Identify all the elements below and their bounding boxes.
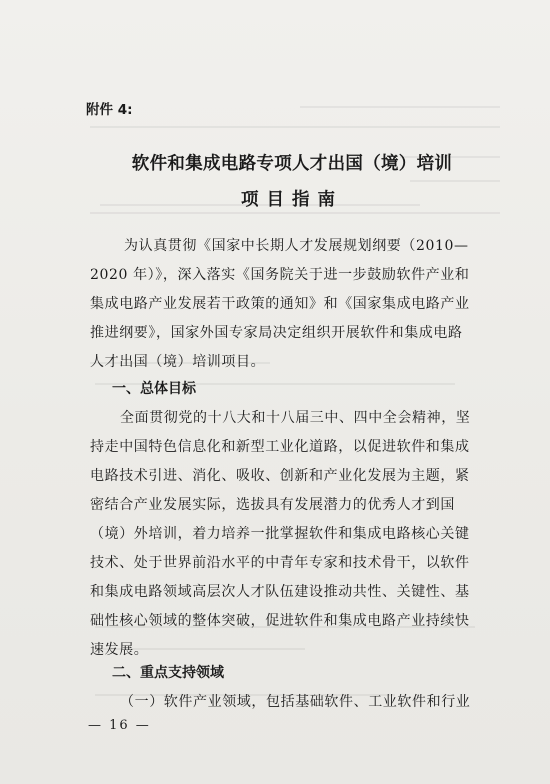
goals-line-1: 全面贯彻党的十八大和十八届三中、四中全会精神，坚 <box>120 410 471 426</box>
goals-line-2: 持走中国特色信息化和新型工业化道路，以促进软件和集成 <box>90 439 470 455</box>
goals-line-8: 础性核心领域的整体突破，促进软件和集成电路产业持续快 <box>90 613 470 629</box>
goals-line-4: 密结合产业发展实际，选拔具有发展潜力的优秀人才到国 <box>90 497 455 513</box>
document-title-line-1: 软件和集成电路专项人才出国（境）培训 <box>131 154 453 174</box>
section-heading-goals: 一、总体目标 <box>112 381 196 397</box>
focus-areas-line-1: （一）软件产业领域，包括基础软件、工业软件和行业 <box>120 694 471 710</box>
goals-line-3: 电路技术引进、消化、吸收、创新和产业化发展为主题，紧 <box>90 468 470 484</box>
intro-line-5: 人才出国（境）培训项目。 <box>90 354 266 370</box>
intro-line-3: 集成电路产业发展若干政策的通知》和《国家集成电路产业 <box>90 296 470 312</box>
goals-line-7: 和集成电路领域高层次人才队伍建设推动共性、关键性、基 <box>90 584 470 600</box>
goals-line-6: 技术、处于世界前沿水平的中青年专家和技术骨干，以软件 <box>90 555 470 571</box>
intro-line-1: 为认真贯彻《国家中长期人才发展规划纲要（2010— <box>124 238 469 254</box>
document-title-line-2: 项目指南 <box>241 190 343 210</box>
section-heading-focus-areas: 二、重点支持领域 <box>112 665 224 681</box>
intro-line-4: 推进纲要》，国家外国专家局决定组织开展软件和集成电路 <box>90 325 463 341</box>
goals-line-9: 速发展。 <box>90 642 149 658</box>
goals-line-5: （境）外培训，着力培养一批掌握软件和集成电路核心关键 <box>90 526 470 542</box>
page-number: — 16 — <box>88 718 151 733</box>
intro-line-2: 2020 年）》，深入落实《国务院关于进一步鼓励软件产业和 <box>90 267 470 283</box>
attachment-label: 附件 4: <box>86 102 133 118</box>
